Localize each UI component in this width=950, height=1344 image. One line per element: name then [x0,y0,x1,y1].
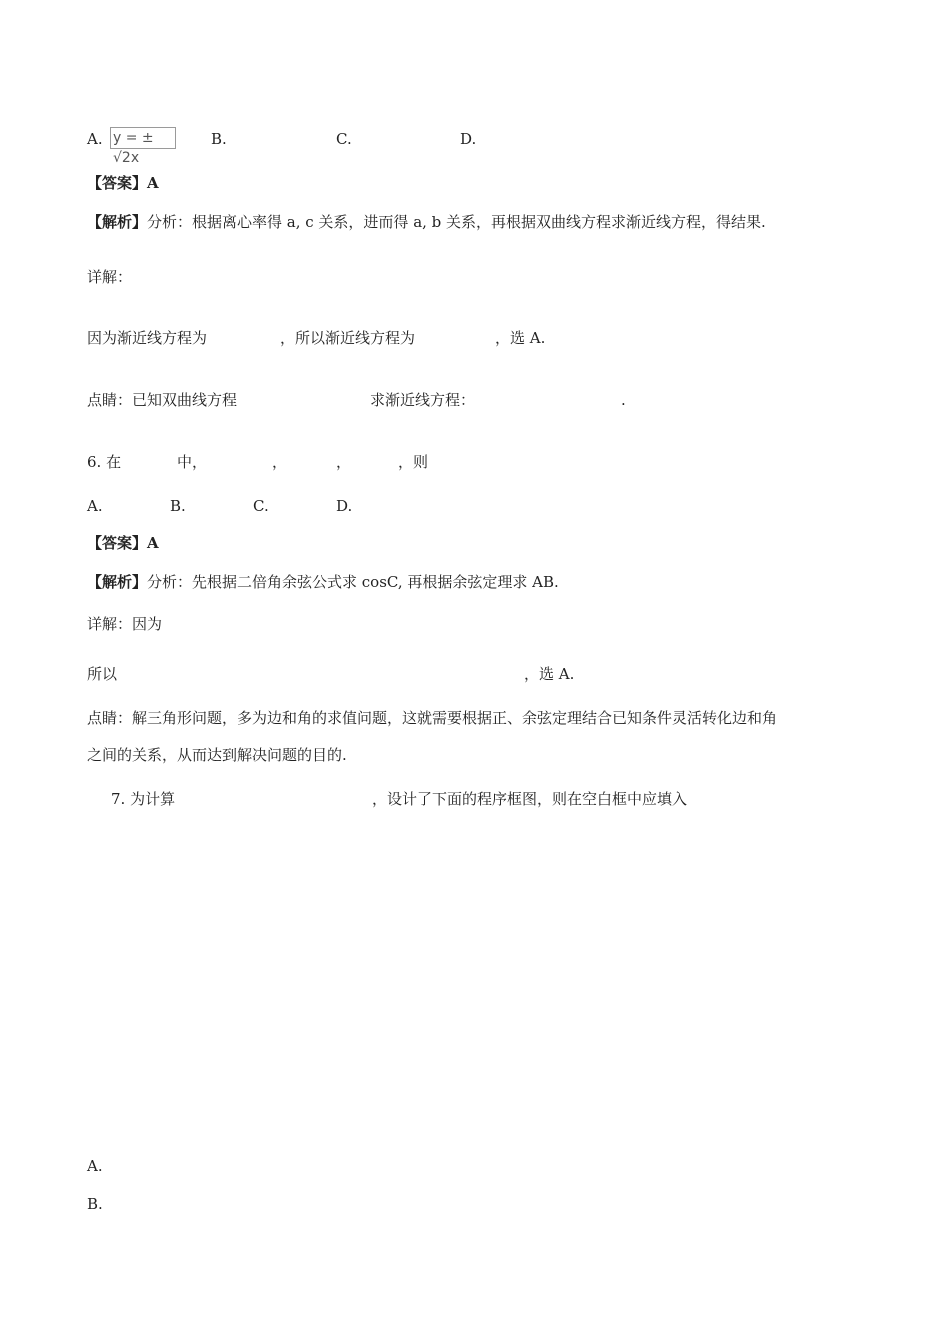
q6-stem-a: 6. 在 [87,453,122,471]
q5-detail-b: ，所以渐近线方程为 [280,329,416,347]
q7-option-b-label: B. [87,1195,103,1213]
q6-comma-1: ， [272,453,288,471]
q5-option-b-label: B. [211,130,227,148]
q6-answer: 【答案】A [87,534,159,552]
q5-analysis [87,212,766,232]
q6-comma-2: ， [336,453,352,471]
q6-so-b: ，选 A. [524,665,575,683]
q6-option-c-label: C. [253,497,269,515]
q5-comment-a: 点睛：已知双曲线方程 [87,391,238,409]
q6-option-b-label: B. [170,497,186,515]
q5-detail-label: 详解： [87,268,133,286]
q5-option-a-label: A. [87,130,103,148]
q6-comment-line-1: 点睛：解三角形问题，多为边和角的求值问题，这就需要根据正、余弦定理结合已知条件灵活转化边和角 [87,709,778,727]
q5-analysis-text: 分析：根据离心率得 a, c 关系，进而得 a, b 关系，再根据双曲线方程求渐近线方程，得结果. [147,213,766,231]
q5-detail-c: ，选 A. [495,329,546,347]
q6-stem-end: ，则 [398,453,429,471]
q6-analysis-tag: 【解析】 [87,573,148,591]
q5-answer: 【答案】A [87,174,159,192]
q5-comment-end: . [621,391,626,409]
q6-option-a-label: A. [87,497,103,515]
q5-option-d-label: D. [460,130,477,148]
q5-analysis-tag: 【解析】 [87,213,148,231]
q6-comment-line-2: 之间的关系，从而达到解决问题的目的. [87,746,347,764]
q5-option-a-formula: y = ± √2x [110,127,176,149]
q6-option-d-label: D. [336,497,353,515]
q6-stem-b: 中， [177,453,208,471]
q5-option-c-label: C. [336,130,352,148]
q5-comment-b: 求渐近线方程： [370,391,476,409]
q6-analysis-text: 分析：先根据二倍角余弦公式求 cosC, 再根据余弦定理求 AB. [147,573,559,591]
q6-detail: 详解：因为 [87,615,163,633]
q5-detail-a: 因为渐近线方程为 [87,329,208,347]
q7-option-a-label: A. [87,1157,103,1175]
q6-analysis [87,572,559,592]
q7-stem-a: 7. 为计算 [111,790,176,808]
q6-so-a: 所以 [87,665,118,683]
q7-stem-b: ，设计了下面的程序框图，则在空白框中应填入 [372,790,688,808]
